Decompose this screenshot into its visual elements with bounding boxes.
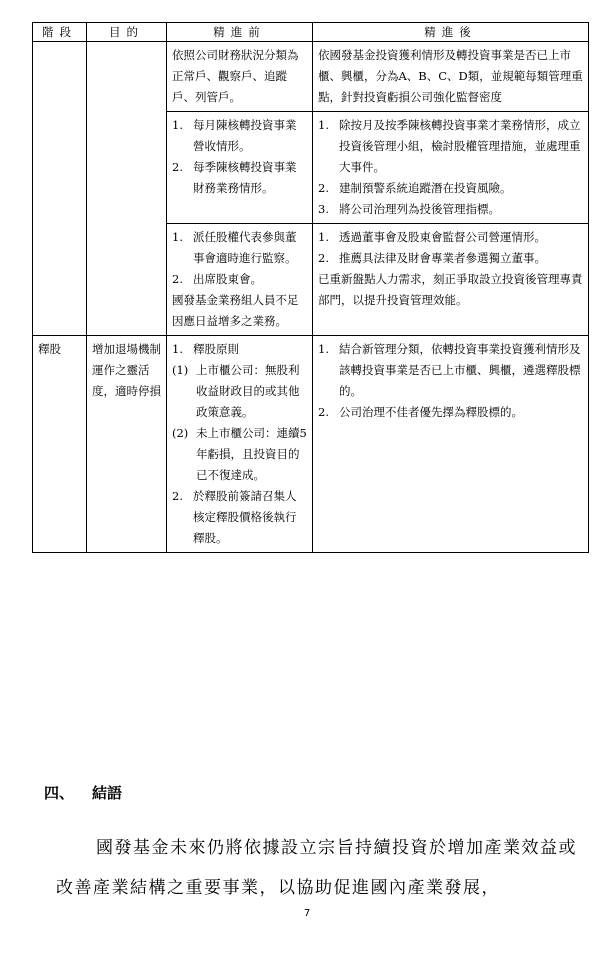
list-item: 1. 除按月及按季陳核轉投資事業才業務情形，成立投資後管理小組，檢討股權管理措施，並處理重大事件。 xyxy=(318,118,581,174)
cell-text: 依照公司財務狀況分類為正常戶、觀察戶、追蹤戶、列管戶。 xyxy=(172,48,299,104)
body-paragraph-text: 國發基金未來仍將依據設立宗旨持續投資於增加產業效益或改善產業結構之重要事業，以協助促進國內產業發展， xyxy=(56,838,577,898)
before-cell xyxy=(167,42,313,112)
comparison-table xyxy=(32,22,589,553)
after-cell xyxy=(313,42,589,112)
page-number: 7 xyxy=(303,908,311,919)
goal-cell: 增加退場機制運作之靈活度，適時停損 xyxy=(87,336,167,553)
section-title: 結語 xyxy=(92,784,123,802)
table-row xyxy=(33,336,589,553)
cell-note: 國發基金業務組人員不足因應日益增多之業務。 xyxy=(172,293,299,328)
body-paragraph xyxy=(56,828,586,908)
list-item: 2. 公司治理不佳者優先擇為釋股標的。 xyxy=(318,405,523,419)
after-cell xyxy=(313,224,589,336)
table-header-row xyxy=(33,23,589,42)
list-item: 2. 出席股東會。 xyxy=(172,272,262,286)
before-cell xyxy=(167,224,313,336)
list-item: 1. 每月陳核轉投資事業營收情形。 xyxy=(172,118,297,153)
stage-cell-empty xyxy=(33,42,87,336)
after-cell xyxy=(313,336,589,553)
list-item: (2) 未上市櫃公司：連續5年虧損，且投資目的已不復達成。 xyxy=(172,426,307,482)
section-number: 四、 xyxy=(44,784,75,802)
list-item: 1. 派任股權代表參與董事會適時進行監察。 xyxy=(172,230,297,265)
list-item: (1) 上市櫃公司：無股利收益財政目的或其他政策意義。 xyxy=(172,363,300,419)
list-item: 2. 每季陳核轉投資事業財務業務情形。 xyxy=(172,160,297,195)
header-before: 精進前 xyxy=(167,23,313,42)
list-item: 3. 將公司治理列為投後管理指標。 xyxy=(318,202,500,216)
header-after: 精進後 xyxy=(313,23,589,42)
table-row xyxy=(33,42,589,112)
list-item: 1. 透過董事會及股東會監督公司營運情形。 xyxy=(318,230,546,244)
cell-note: 已重新盤點人力需求，刻正爭取設立投資後管理專責部門，以提升投資管理效能。 xyxy=(318,272,583,307)
after-cell xyxy=(313,112,589,224)
cell-text: 依國發基金投資獲利情形及轉投資事業是否已上市櫃、興櫃，分為A、B、C、D類，並規範每類管理重點，針對投資虧損公司強化監督密度 xyxy=(318,48,583,104)
before-cell xyxy=(167,336,313,553)
list-item: 2. 推薦具法律及財會專業者參選獨立董事。 xyxy=(318,251,546,265)
list-item: 2. 建制預警系統追蹤潛在投資風險。 xyxy=(318,181,512,195)
header-goal: 目的 xyxy=(87,23,167,42)
list-item: 1. 結合新管理分類，依轉投資事業投資獲利情形及該轉投資事業是否已上市櫃、興櫃，遴選釋股標的。 xyxy=(318,342,581,398)
before-cell xyxy=(167,112,313,224)
header-stage: 階段 xyxy=(33,23,87,42)
stage-cell: 釋股 xyxy=(33,336,87,553)
list-item: 1. 釋股原則 xyxy=(172,342,239,356)
list-item: 2. 於釋股前簽請召集人核定釋股價格後執行釋股。 xyxy=(172,489,297,545)
goal-cell-empty xyxy=(87,42,167,336)
section-heading xyxy=(44,782,122,803)
